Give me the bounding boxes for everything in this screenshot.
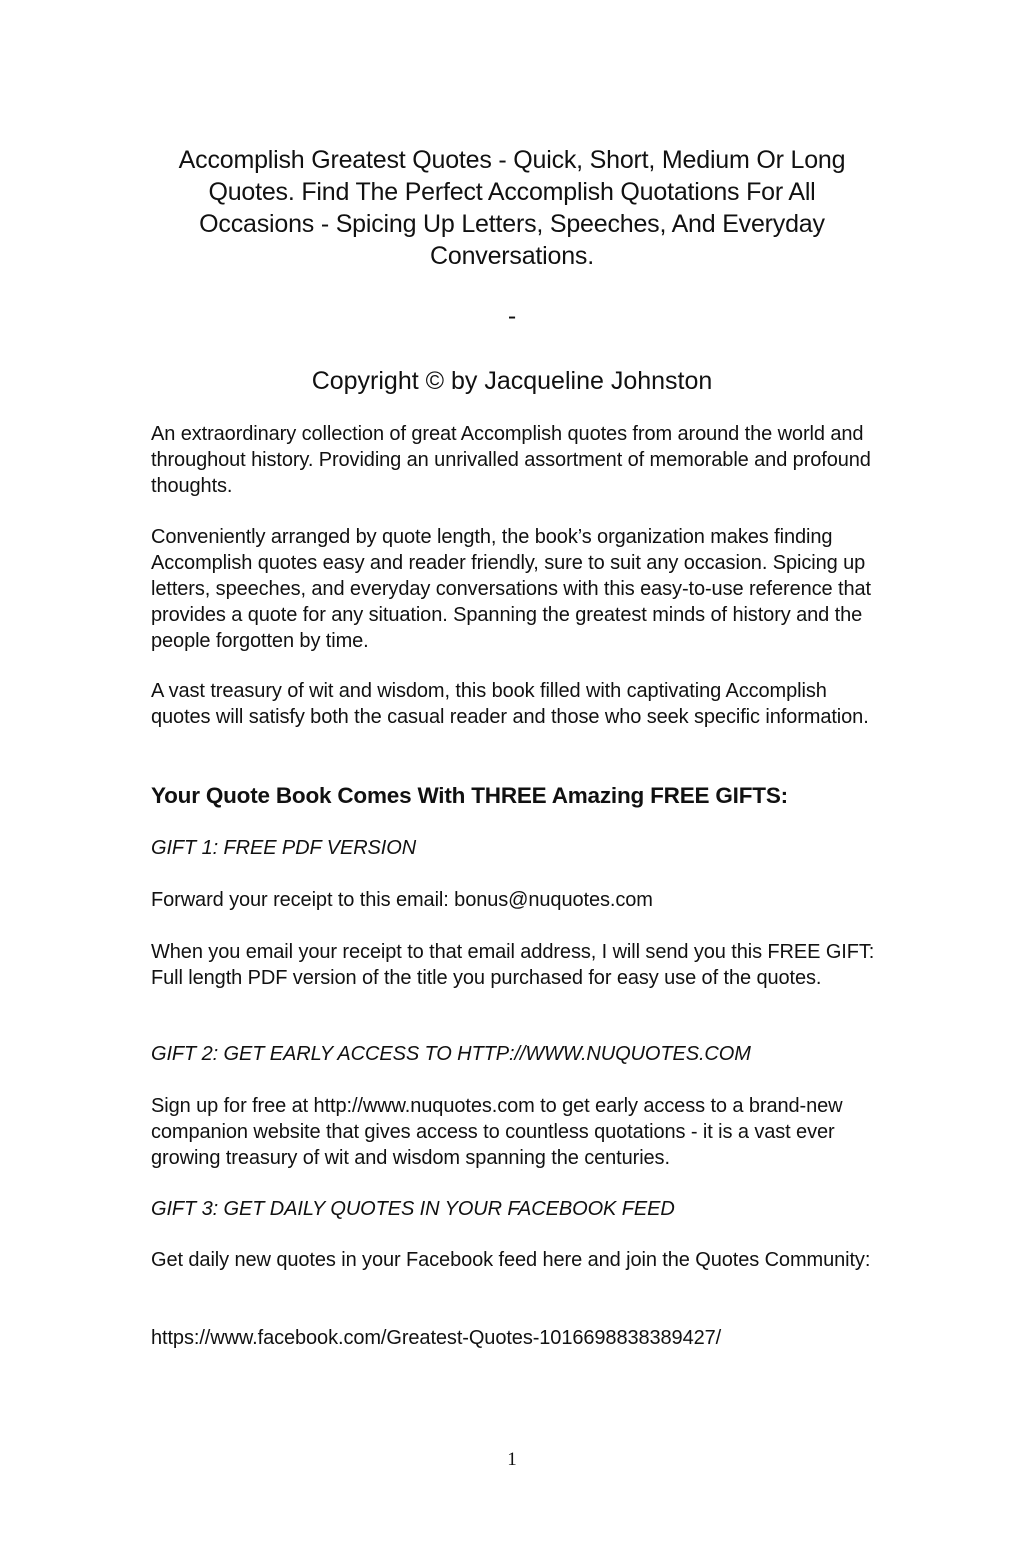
gift-2-label: GIFT 2: GET EARLY ACCESS TO HTTP://WWW.NUQUOTES.COM — [151, 1043, 751, 1065]
gift-1-description: When you email your receipt to that email address, I will send you this FREE GIFT: Full length PDF version of the title you purchased for easy use of the quotes. — [151, 941, 875, 989]
title-separator: - — [507, 302, 517, 330]
gift-3-description: Get daily new quotes in your Facebook feed here and join the Quotes Community: — [151, 1249, 871, 1271]
intro-paragraph-1: An extraordinary collection of great Accomplish quotes from around the world and throughout history. Providing an unrivalled assortment of memorable and profound thoughts. — [151, 423, 871, 497]
intro-paragraph-3: A vast treasury of wit and wisdom, this book filled with captivating Accomplish quotes will satisfy both the casual reader and those who seek specific information. — [151, 680, 869, 728]
document-title: Accomplish Greatest Quotes - Quick, Short, Medium Or Long Quotes. Find The Perfect Accomplish Quotations For All Occasions - Spicing Up Letters, Speeches, And Everyday Conversations. — [178, 146, 846, 270]
page-number: 1 — [507, 1449, 517, 1470]
gift-1-label: GIFT 1: FREE PDF VERSION — [151, 837, 417, 859]
gift-2-description: Sign up for free at http://www.nuquotes.com to get early access to a brand-new companion website that gives access to countless quotations - it is a vast ever growing treasury of wit and wisdom spanning the centuries. — [151, 1095, 843, 1169]
copyright-line: Copyright © by Jacqueline Johnston — [311, 367, 713, 395]
facebook-link[interactable]: https://www.facebook.com/Greatest-Quotes-1016698838389427/ — [151, 1327, 722, 1349]
gifts-heading: Your Quote Book Comes With THREE Amazing FREE GIFTS: — [151, 783, 788, 808]
intro-paragraph-2: Conveniently arranged by quote length, the book’s organization makes finding Accomplish quotes easy and reader friendly, sure to suit any occasion. Spicing up letters, speeches, and everyday conversations with this easy-to-use reference that provides a quote for any situation. Spanning the greatest minds of history and the people forgotten by time. — [151, 526, 871, 652]
gift-3-label: GIFT 3: GET DAILY QUOTES IN YOUR FACEBOOK FEED — [151, 1198, 675, 1220]
gift-1-email-line: Forward your receipt to this email: bonus@nuquotes.com — [151, 889, 653, 911]
